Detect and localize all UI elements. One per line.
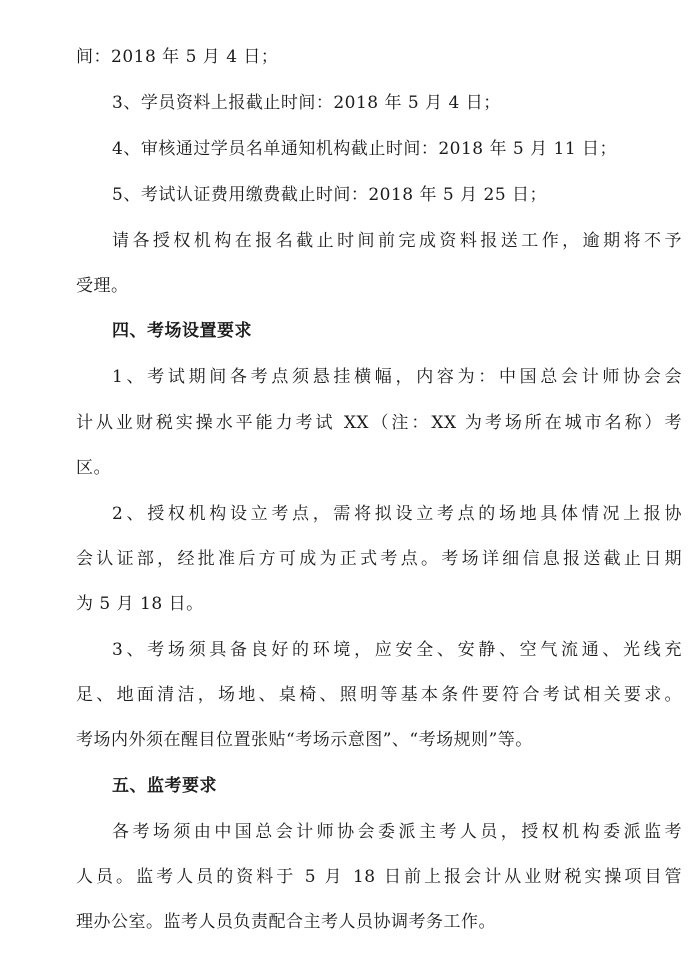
text-line-venue-3a: 3、考场须具备良好的环境，应安全、安静、空气流通、光线充 [112, 640, 682, 660]
text-line-item-5: 5、考试认证费用缴费截止时间：2018 年 5 月 25 日； [112, 185, 548, 205]
text-line-notice-end: 受理。 [76, 276, 129, 296]
text-line-deadline-continuation: 间：2018 年 5 月 4 日； [76, 47, 279, 67]
text-line-item-4: 4、审核通过学员名单通知机构截止时间：2018 年 5 月 11 日； [112, 139, 618, 159]
text-line-notice: 请各授权机构在报名截止时间前完成资料报送工作，逾期将不予 [112, 231, 682, 251]
text-line-proctor-a: 各考场须由中国总会计师协会委派主考人员，授权机构委派监考 [112, 822, 682, 842]
text-line-item-3: 3、学员资料上报截止时间：2018 年 5 月 4 日； [112, 93, 501, 113]
text-line-venue-2c: 为 5 月 18 日。 [76, 594, 204, 614]
text-line-venue-2a: 2、授权机构设立考点，需将拟设立考点的场地具体情况上报协 [112, 504, 682, 524]
section-heading-4: 四、考场设置要求 [112, 321, 252, 341]
text-line-venue-1b: 计从业财税实操水平能力考试 XX（注：XX 为考场所在城市名称）考 [76, 413, 682, 433]
text-line-proctor-b: 人员。监考人员的资料于 5 月 18 日前上报会计从业财税实操项目管 [76, 867, 682, 887]
text-line-venue-1a: 1、考试期间各考点须悬挂横幅，内容为：中国总会计师协会会 [112, 367, 682, 387]
text-line-proctor-c: 理办公室。监考人员负责配合主考人员协调考务工作。 [76, 912, 496, 932]
text-line-venue-3c: 考场内外须在醒目位置张贴“考场示意图”、“考场规则”等。 [76, 730, 533, 750]
text-line-venue-1c: 区。 [76, 458, 111, 478]
text-line-venue-3b: 足、地面清洁，场地、桌椅、照明等基本条件要符合考试相关要求。 [76, 685, 682, 705]
text-line-venue-2b: 会认证部，经批准后方可成为正式考点。考场详细信息报送截止日期 [76, 549, 682, 569]
section-heading-5: 五、监考要求 [112, 776, 217, 796]
